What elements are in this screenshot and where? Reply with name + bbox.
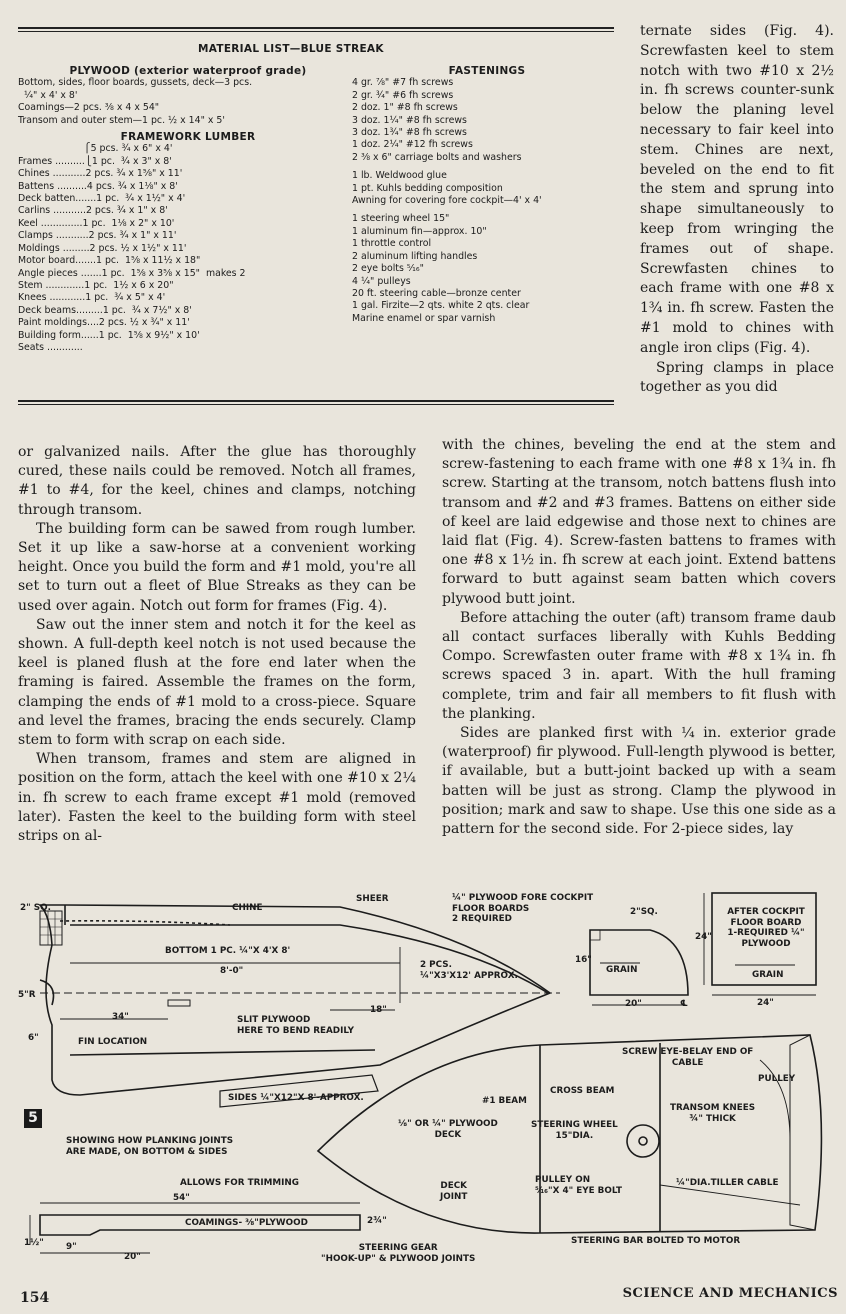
label-steering-wheel: STEERING WHEEL 15"DIA. [531, 1120, 618, 1141]
label-34: 34" [112, 1012, 129, 1022]
fastening-item: Marine enamel or spar varnish [352, 312, 496, 324]
plywood-item: Bottom, sides, floor boards, gussets, deck—3 pcs. [18, 77, 253, 89]
label-steering-bar: STEERING BAR BOLTED TO MOTOR [571, 1236, 741, 1246]
left-column [18, 443, 416, 846]
framework-item: Paint moldings....2 pcs. ½ x ¾" x 11' [18, 317, 190, 329]
framework-item: Building form......1 pc. 1⅝ x 9½" x 10' [18, 329, 200, 341]
framework-list [18, 143, 358, 354]
label-beam-1: #1 BEAM [482, 1096, 527, 1106]
framework-item: Moldings .........2 pcs. ½ x 1½" x 11' [18, 242, 187, 254]
label-pulley-on: PULLEY ON ⁵⁄₁₆"X 4" EYE BOLT [535, 1175, 623, 1196]
framework-item: Clamps ...........2 pcs. ¾ x 1" x 11' [18, 230, 177, 242]
label-steering-gear: STEERING GEAR "HOOK-UP" & PLYWOOD JOINTS [321, 1243, 476, 1264]
top-rule [18, 27, 614, 32]
label-grain-2: GRAIN [752, 970, 784, 980]
label-eight-ft: 8'-0" [220, 966, 244, 976]
framework-item: Battens ..........4 pcs. ¾ x 1⅛" x 8' [18, 180, 178, 192]
label-2-sq-b: 2"SQ. [630, 907, 658, 917]
label-pulley: PULLEY [758, 1074, 796, 1084]
left-paragraph-4: When transom, frames and stem are aligned in position on the form, attach the keel with one #10 x 2¼ in. fh screw to each frame except #1 mold (removed later). Fasten the keel to the building form with steel strips on al- [18, 751, 416, 845]
middle-paragraph-2: Before attaching the outer (aft) transom frame daub all contact surfaces liberally with Kuhls Bedding Compo. Screwfasten outer frame with #8 x 1¾ in. fh screws spaced 3 in. apart. With the hull framing complete, trim and fair all members to fit flush with the planking. [442, 609, 836, 722]
fastening-item: 2 aluminum lifting handles [352, 250, 478, 262]
right-column-paragraph: ternate sides (Fig. 4). Screwfasten keel to stem notch with two #10 x 2½ in. fh screws counter-sunk below the planing level necessary to fair keel into stem. Chines are next, beveled on the end to fit the stem and sprung into shape simultaneously to keep from wringing the frames out of shape. Screwfasten chines to each frame with one #8 x 1¾ in. fh screw. Fasten the #1 mold to chines with angle iron clips (Fig. 4). [640, 23, 834, 356]
framework-item: Frames ..........⎩1 pc. ¾ x 3" x 8' [18, 155, 172, 167]
fastening-item: 1 pt. Kuhls bedding composition [352, 182, 503, 194]
label-bottom: BOTTOM 1 PC. ¼"X 4'X 8' [165, 946, 291, 956]
middle-column [442, 436, 836, 839]
plywood-item: Transom and outer stem—1 pc. ½ x 14" x 5' [18, 114, 225, 126]
framework-item: Deck beams.........1 pc. ¾ x 7½" x 8' [18, 304, 192, 316]
fastening-item: 2 eye bolts ⁵⁄₁₆" [352, 263, 424, 275]
label-cross-beam: CROSS BEAM [550, 1086, 615, 1096]
fastening-item: 1 gal. Firzite—2 qts. white 2 qts. clear [352, 300, 530, 312]
fastening-item: 1 steering wheel 15" [352, 213, 450, 225]
framework-item: Chines ...........2 pcs. ¾ x 1⅝" x 11' [18, 168, 183, 180]
fastening-item: Awning for covering fore cockpit—4' x 4' [352, 195, 542, 207]
plywood-item: Coamings—2 pcs. ⅜ x 4 x 54" [18, 102, 160, 114]
label-cl: ℄ [680, 999, 688, 1009]
right-column-paragraph-2: Spring clamps in place together as you did [640, 359, 834, 396]
label-fore-cockpit: ¼" PLYWOOD FORE COCKPIT FLOOR BOARDS 2 REQUIRED [452, 893, 594, 924]
left-paragraph-1: or galvanized nails. After the glue has thoroughly cured, these nails could be removed. Notch all frames, #1 to #4, for the keel, chines and clamps, notching through transom. [18, 444, 416, 518]
framework-item: Knees ............1 pc. ¾ x 5" x 4' [18, 292, 166, 304]
label-sheer: SHEER [356, 894, 389, 904]
label-20-b: 20" [124, 1252, 141, 1262]
label-2-sq: 2" SQ. [20, 903, 51, 913]
label-24-h: 24" [757, 998, 774, 1008]
framework-item: Angle pieces .......1 pc. 1⅝ x 3⅝ x 15" makes 2 [18, 267, 246, 279]
fastening-item: 1 doz. 2¼" #12 fh screws [352, 139, 473, 151]
plywood-item: ¼" x 4' x 8' [18, 89, 78, 101]
bottom-rule [18, 400, 614, 405]
framework-heading: FRAMEWORK LUMBER [120, 131, 256, 144]
framework-item: Keel ..............1 pc. 1⅛ x 2" x 10' [18, 217, 175, 229]
framework-item: ⎧5 pcs. ¾ x 6" x 4' [18, 143, 173, 155]
page-number: 154 [20, 1290, 50, 1306]
label-slit: SLIT PLYWOOD HERE TO BEND READILY [237, 1015, 354, 1036]
label-grain-1: GRAIN [606, 965, 638, 975]
fastenings-heading: FASTENINGS [448, 65, 526, 77]
fastening-item: 4 ¼" pulleys [352, 275, 411, 287]
label-deck-joint: DECK JOINT [440, 1181, 468, 1202]
fastenings-list-block [352, 65, 622, 325]
label-coamings: COAMINGS- ⅜"PLYWOOD [185, 1218, 308, 1228]
label-allows: ALLOWS FOR TRIMMING [180, 1178, 300, 1188]
figure-number: 5 [24, 1109, 42, 1128]
framework-item: Deck batten.......1 pc. ¾ x 1½" x 4' [18, 193, 186, 205]
left-paragraph-3: Saw out the inner stem and notch it for the keel as shown. A full-depth keel notch is not used because the keel is planed flush at the fore end later when the framing is faired. Assemble the frames on the form, clamping the ends of #1 mold to a cross-piece. Square and level the frames, bracing the ends securely. Clamp stem to form with scrap on each side. [18, 616, 416, 749]
fastening-item: 1 throttle control [352, 238, 432, 250]
label-five-r: 5"R [18, 990, 36, 1000]
fastening-item: 2 gr. ¾" #6 fh screws [352, 89, 454, 101]
framework-item: Carlins ...........2 pcs. ¾ x 1" x 8' [18, 205, 168, 217]
label-chine: CHINE [232, 903, 263, 913]
label-sides: SIDES ¼"X12"X 8'-APPROX. [228, 1093, 364, 1103]
label-9: 9" [66, 1242, 77, 1252]
label-24-v: 24" [695, 932, 712, 942]
right-column [640, 22, 834, 398]
label-fin: FIN LOCATION [78, 1037, 148, 1047]
framework-item: Seats ............ [18, 341, 83, 353]
material-list-title: MATERIAL LIST—BLUE STREAK [198, 43, 384, 55]
fastening-item: 3 doz. 1¾" #8 fh screws [352, 127, 467, 139]
label-54: 54" [173, 1193, 190, 1203]
label-screw-eye: SCREW EYE-BELAY END OF CABLE [622, 1047, 754, 1068]
label-16: 16" [575, 955, 592, 965]
middle-paragraph-3: Sides are planked first with ¼ in. exterior grade (waterproof) fir plywood. Full-length plywood is better, if available, but a butt-joint backed up with a seam batten will be just as strong. Clamp the plywood in position; mark and saw to shape. Use this one side as a pattern for the second side. For 2-piece sides, lay [442, 725, 836, 838]
label-6: 6" [28, 1033, 39, 1043]
framework-item: Stem .............1 pc. 1½ x 6 x 20" [18, 279, 174, 291]
fastening-item: 1 aluminum fin—approx. 10" [352, 225, 487, 237]
label-20: 20" [625, 999, 642, 1009]
label-tiller: ¼"DIA.TILLER CABLE [676, 1178, 779, 1188]
label-after-cockpit: AFTER COCKPIT FLOOR BOARD 1-REQUIRED ¼" PLYWOOD [727, 907, 805, 949]
label-2-3-4: 2¾" [367, 1216, 387, 1226]
magazine-name: SCIENCE AND MECHANICS [622, 1286, 838, 1301]
fastening-item: 2 doz. 1" #8 fh screws [352, 102, 458, 114]
fastening-item: 2 ⅜ x 6" carriage bolts and washers [352, 151, 522, 163]
fastening-item: 3 doz. 1¼" #8 fh screws [352, 114, 467, 126]
plywood-heading: PLYWOOD (exterior waterproof grade) [69, 65, 307, 77]
fastening-item: 1 lb. Weldwood glue [352, 170, 447, 182]
plywood-list [18, 77, 358, 127]
label-transom-knees: TRANSOM KNEES ¾" THICK [670, 1103, 756, 1124]
label-18: 18" [370, 1005, 387, 1015]
framework-item: Motor board.......1 pc. 1⅝ x 11½ x 18" [18, 255, 201, 267]
label-showing: SHOWING HOW PLANKING JOINTS ARE MADE, ON BOTTOM & SIDES [66, 1136, 234, 1157]
bottom-plank-outline [40, 905, 550, 1095]
fastening-item: 20 ft. steering cable—bronze center [352, 287, 521, 299]
label-plywood-deck: ⅛" OR ¼" PLYWOOD DECK [398, 1119, 498, 1140]
label-two-pcs: 2 PCS. ¼"X3'X12' APPROX. [420, 960, 518, 981]
fastenings-list [352, 77, 622, 325]
fastening-item: 4 gr. ⅞" #7 fh screws [352, 77, 454, 89]
middle-paragraph-1: with the chines, beveling the end at the stem and screw-fastening to each frame with one #8 x 1¾ in. fh screw. Starting at the transom, notch battens flush into transom and #2 and #3 frames. Battens on either side of keel are laid edgewise and those next to chines are laid flat (Fig. 4). Screw-fasten battens to frames with one #8 x 1½ in. fh screw at each joint. Extend battens forward to butt against seam batten which covers plywood butt joint. [442, 437, 836, 607]
label-1-1-2: 1½" [24, 1238, 44, 1248]
left-paragraph-2: The building form can be sawed from rough lumber. Set it up like a saw-horse at a convenient working height. Once you build the form and #1 mold, you're all set to turn out a fleet of Blue Streaks as they can be used over again. Notch out form for frames (Fig. 4). [18, 520, 416, 614]
